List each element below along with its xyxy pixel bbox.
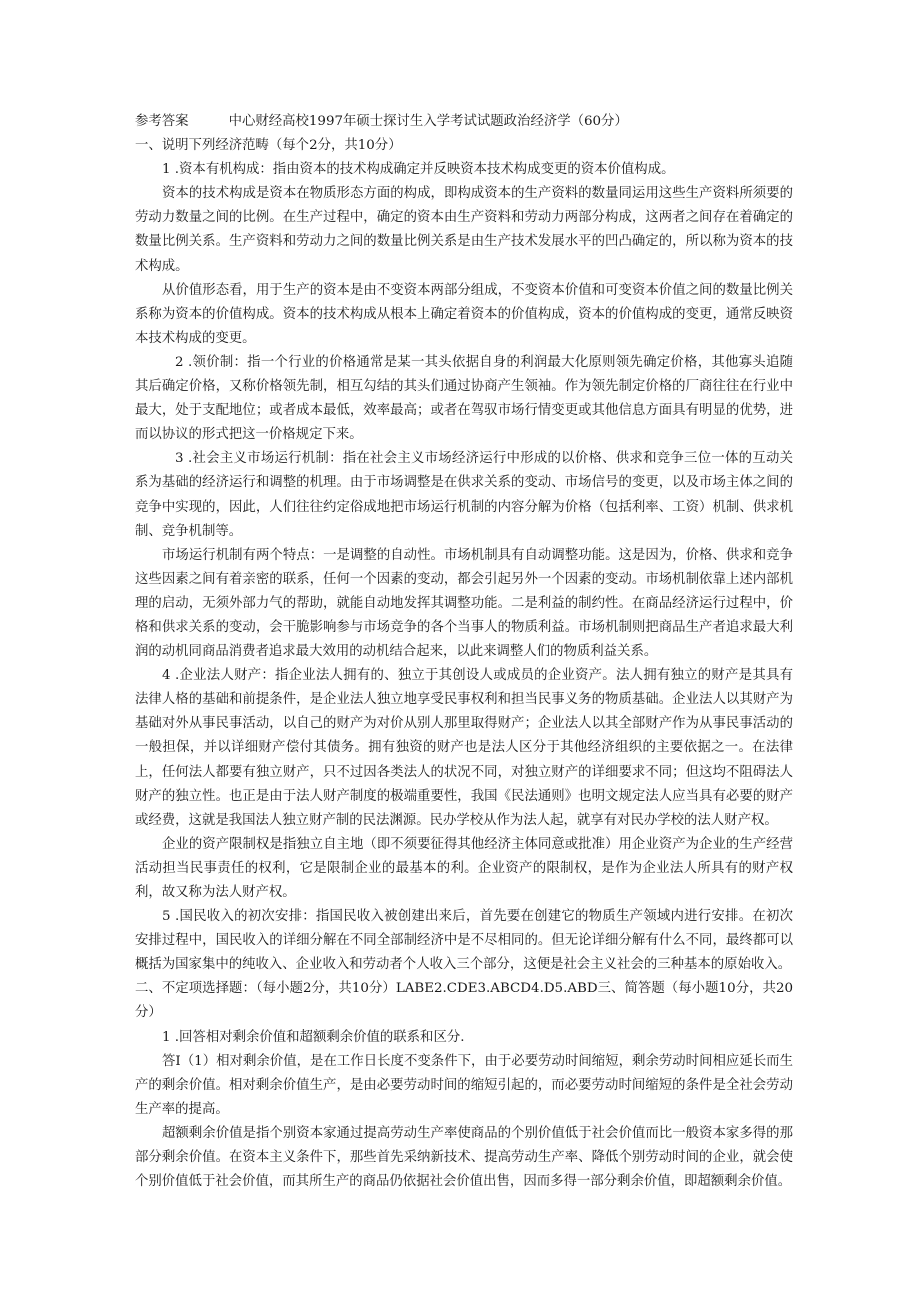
question1-head: 1 .回答相对剩余价值和超额剩余价值的联系和区分. [162,1029,465,1045]
item4-paragraph-2: 企业的资产限制权是指独立自主地（即不须要征得其他经济主体同意或批准）用企业资产为企业的生产经营活动担当民事责任的权利，它是限制企业的最基本的利。企业资产的限制权，是作为企业法人所具有的财产权利，故又称为法人财产权。 [135,836,793,900]
title-left: 参考答案 [135,114,189,129]
document-title [135,110,793,134]
item2-paragraph: 2 .领价制：指一个行业的价格通常是某一其头依据自身的利润最大化原则领先确定价格，其他寡头追随其后确定价格，又称价格领先制，相互勾结的其头们通过协商产生领袖。作为领先制定价格的厂商往往在行业中最大，处于支配地位；或者成本最低，效率最高；或者在驾驭市场行情变更或其他信息方面具有明显的优势，进而以协议的形式把这一价格规定下来。 [135,354,793,443]
document-page [135,110,793,1194]
section2-line: 二、不定项选择题：（每小题2分，共10分）LABE2.CDE3.ABCD4.D5.ABD三、简答题（每小题10分，共20分） [135,981,793,1021]
item1-head: 1 .资本有机构成：指由资本的技术构成确定并反映资本技术构成变更的资本价值构成。 [162,162,675,178]
item4-paragraph: 4 .企业法人财产：指企业法人拥有的、独立于其创设人或成员的企业资产。法人拥有独立的财产是其具有法律人格的基础和前提条件，是企业法人独立地享受民事权利和担当民事义务的物质基础。企业法人以其财产为基础对外从事民事活动，以自己的财产为对价从别人那里取得财产；企业法人以其全部财产作为从事民事活动的一般担保，并以详细财产偿付其债务。拥有独资的财产也是法人区分于其他经济组织的主要依据之一。在法律上，任何法人都要有独立财产，只不过因各类法人的状况不同，对独立财产的详细要求不同；但这均不阻碍法人财产的独立性。也正是由于法人财产制度的极端重要性，我国《民法通则》也明文规定法人应当具有必要的财产或经费，这就是我国法人独立财产制的民法渊源。民办学校从作为法人起，就享有对民办学校的法人财产权。 [135,668,793,828]
item1-paragraph-1: 资本的技术构成是资本在物质形态方面的构成，即构成资本的生产资料的数量同运用这些生产资料所须要的劳动力数量之间的比例。在生产过程中，确定的资本由生产资料和劳动力两部分构成，这两者之间存在着确定的数量比例关系。生产资料和劳动力之间的数量比例关系是由生产技术发展水平的凹凸确定的，所以称为资本的技术构成。 [135,186,793,274]
question1-answer-1: 答I（1）相对剩余价值，是在工作日长度不变条件下，由于必要劳动时间缩短，剩余劳动时间相应延长而生产的剩余价值。相对剩余价值生产，是由必要劳动时间的缩短引起的，而必要劳动时间缩短的条件是全社会劳动生产率的提高。 [135,1053,793,1117]
item3-paragraph: 3 .社会主义市场运行机制：指在社会主义市场经济运行中形成的以价格、供求和竞争三位一体的互动关系为基础的经济运行和调整的机理。由于市场调整是在供求关系的变动、市场信号的变更，以及市场主体之间的竞争中实现的，因此，人们往往约定俗成地把市场运行机制的内容分解为价格（包括利率、工资）机制、供求机制、竞争机制等。 [135,451,793,539]
item5-paragraph: 5 .国民收入的初次安排：指国民收入被创建出来后，首先要在创建它的物质生产领域内进行安排。在初次安排过程中，国民收入的详细分解在不同全部制经济中是不尽相同的。但无论详细分解有什么不同，最终都可以概括为国家集中的纯收入、企业收入和劳动者个人收入三个部分，这便是社会主义社会的三种基本的原始收入。 [135,909,793,973]
question1-answer-2: 超额剩余价值是指个别资本家通过提高劳动生产率使商品的个别价值低于社会价值而比一般资本家多得的那部分剩余价值。在资本主义条件下，那些首先采纳新技术、提高劳动生产率、降低个别劳动时间的企业，就会使个别价值低于社会价值，而其所生产的商品仍依据社会价值出售，因而多得一部分剩余价值，即超额剩余价值。 [135,1125,793,1190]
item1-paragraph-2: 从价值形态看，用于生产的资本是由不变资本两部分组成，不变资本价值和可变资本价值之间的数量比例关系称为资本的价值构成。资本的技术构成从根本上确定着资本的价值构成，资本的价值构成的变更，通常反映资本技术构成的变更。 [135,282,793,346]
title-right: 中心财经高校1997年硕士探讨生入学考试试题政治经济学（60分） [228,114,628,129]
item3-paragraph-2: 市场运行机制有两个特点：一是调整的自动性。市场机制具有自动调整功能。这是因为，价格、供求和竞争这些因素之间有着亲密的联系，任何一个因素的变动，都会引起另外一个因素的变动。市场机制依靠上述内部机理的启动，无须外部力气的帮助，就能自动地发挥其调整功能。二是利益的制约性。在商品经济运行过程中，价格和供求关系的变动，会干脆影响参与市场竞争的各个当事人的物质利益。市场机制则把商品生产者追求最大利润的动机同商品消费者追求最大效用的动机结合起来，以此来调整人们的物质利益关系。 [135,547,793,660]
section1-heading: 一、说明下列经济范畴（每个2分，共10分） [135,138,402,154]
